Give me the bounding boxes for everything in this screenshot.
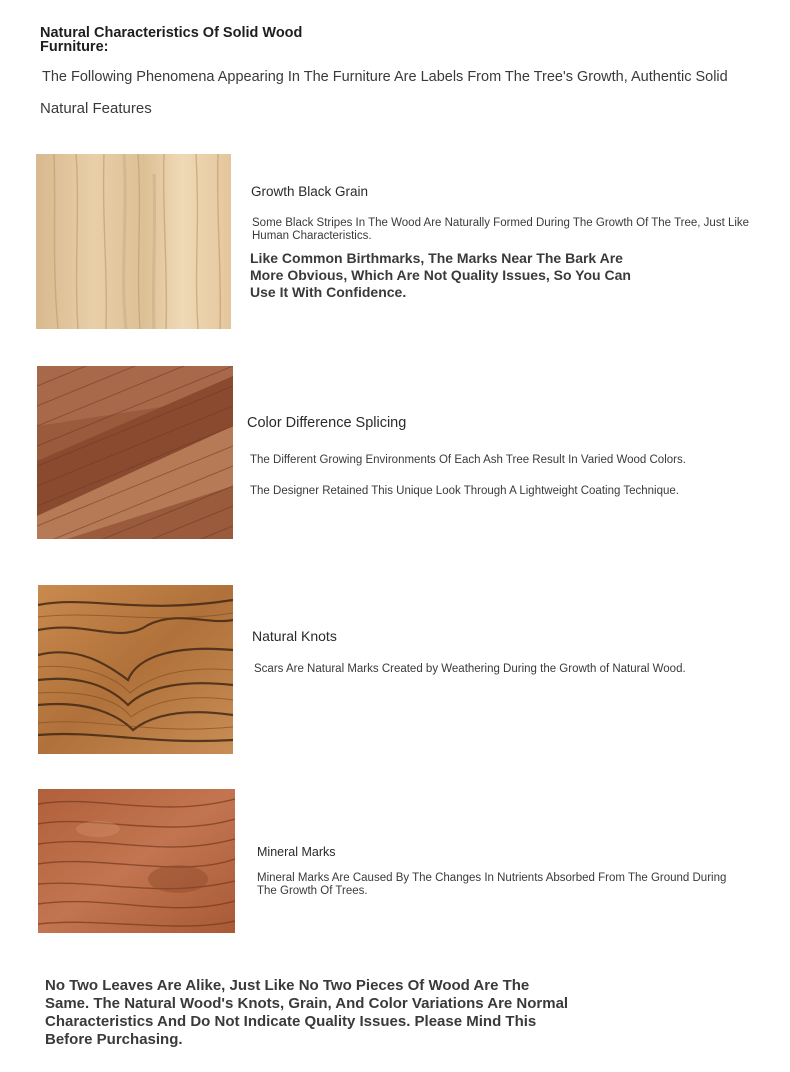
item-text-color-difference: The Different Growing Environments Of Each Ash Tree Result In Varied Wood Colors. [250, 454, 686, 466]
page-title: Natural Characteristics Of Solid Wood Furniture: [40, 25, 303, 55]
footer-note: No Two Leaves Are Alike, Just Like No Two Pieces Of Wood Are The Same. The Natural Wood's Knots, Grain, And Color Variations Are Normal Characteristics And Do Not Indicate Quality Issues. Please Mind This Before Purchasing. [45, 977, 569, 1048]
item-title-color-difference: Color Difference Splicing [247, 415, 407, 431]
natural-knots-wood-image [38, 585, 233, 754]
mineral-marks-wood-image [38, 789, 235, 933]
growth-black-grain-wood-image [36, 154, 231, 329]
intro-text: The Following Phenomena Appearing In The Furniture Are Labels From The Tree's Growth, Authentic Solid [42, 69, 728, 85]
item-text2-growth-black-grain: Like Common Birthmarks, The Marks Near The Bark Are More Obvious, Which Are Not Quality Issues, So You Can Use It With Confidence. [250, 250, 631, 300]
section-heading: Natural Features [40, 100, 152, 117]
item-text-natural-knots: Scars Are Natural Marks Created by Weathering During the Growth of Natural Wood. [254, 663, 686, 675]
item-text-growth-black-grain: Some Black Stripes In The Wood Are Naturally Formed During The Growth Of The Tree, Just Like Human Characteristics. [252, 217, 750, 242]
item-text2-color-difference: The Designer Retained This Unique Look Through A Lightweight Coating Technique. [250, 485, 679, 497]
item-title-mineral-marks: Mineral Marks [257, 845, 336, 859]
item-text-mineral-marks: Mineral Marks Are Caused By The Changes In Nutrients Absorbed From The Ground During The Growth Of Trees. [257, 872, 727, 897]
item-title-natural-knots: Natural Knots [252, 628, 337, 644]
item-title-growth-black-grain: Growth Black Grain [251, 184, 369, 199]
color-difference-wood-image [37, 366, 233, 539]
